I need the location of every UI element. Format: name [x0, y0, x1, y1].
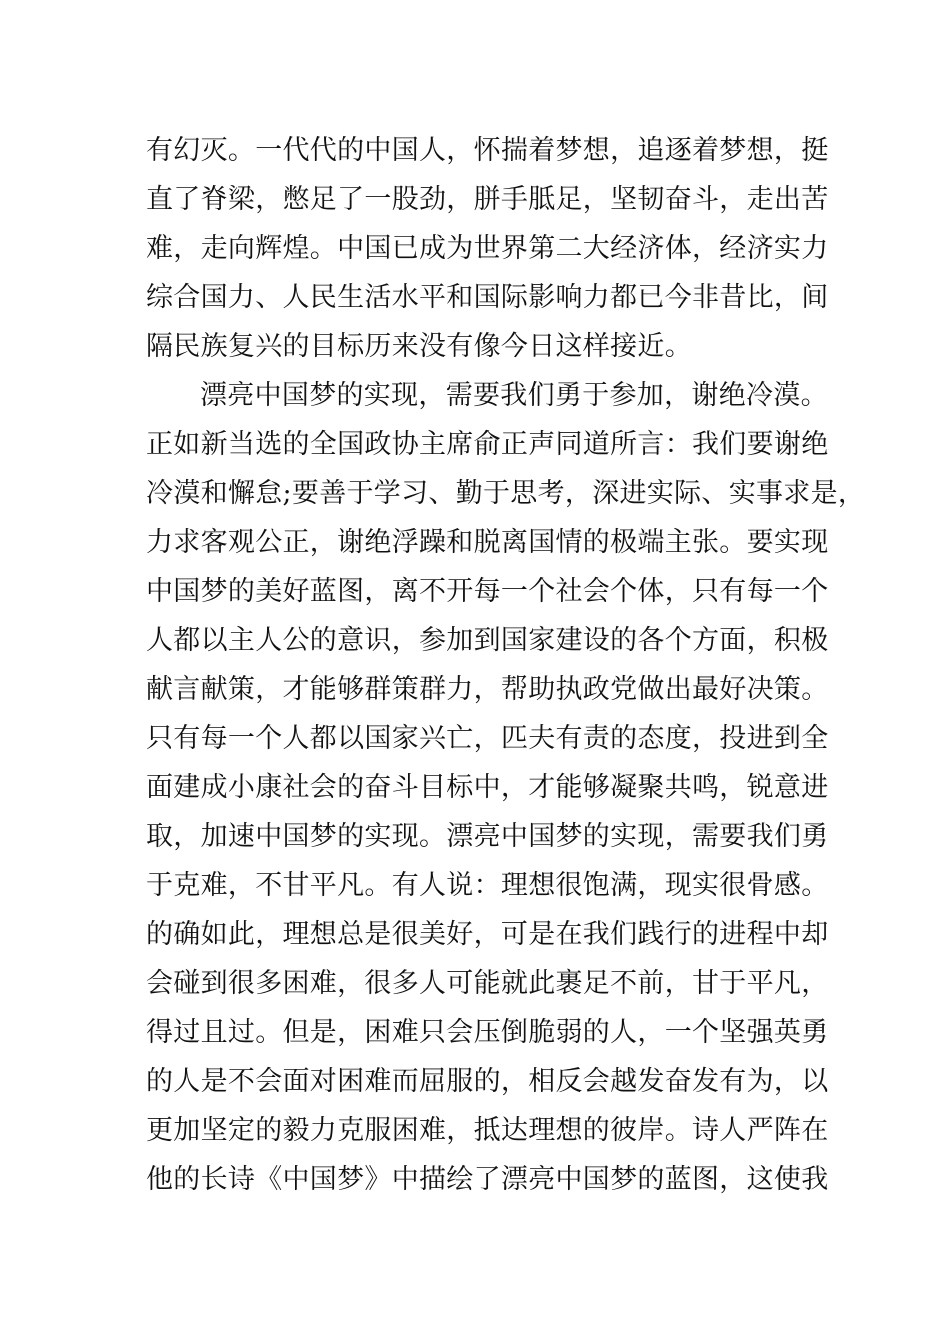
- text-line: 有幻灭。一代代的中国人，怀揣着梦想，追逐着梦想，挺: [146, 135, 829, 166]
- text-line: 隔民族复兴的目标历来没有像今日这样接近。: [146, 331, 692, 362]
- text-line: 中国梦的美好蓝图，离不开每一个社会个体，只有每一个: [146, 576, 829, 607]
- text-line: 他的长诗《中国梦》中描绘了漂亮中国梦的蓝图，这使我: [146, 1164, 829, 1195]
- text-line: 会碰到很多困难，很多人可能就此裹足不前，甘于平凡，: [146, 968, 829, 999]
- text-line: 冷漠和懈怠;要善于学习、勤于思考，深进实际、实事求是，: [146, 478, 866, 509]
- text-line: 的人是不会面对困难而屈服的，相反会越发奋发有为，以: [146, 1066, 829, 1097]
- text-line: 人都以主人公的意识，参加到国家建设的各个方面，积极: [146, 625, 829, 656]
- text-line: 力求客观公正，谢绝浮躁和脱离国情的极端主张。要实现: [146, 527, 829, 558]
- text-line: 得过且过。但是，困难只会压倒脆弱的人，一个坚强英勇: [146, 1017, 829, 1048]
- text-line: 面建成小康社会的奋斗目标中，才能够凝聚共鸣，锐意进: [146, 772, 829, 803]
- text-line: 更加坚定的毅力克服困难，抵达理想的彼岸。诗人严阵在: [146, 1115, 829, 1146]
- text-line: 正如新当选的全国政协主席俞正声同道所言：我们要谢绝: [146, 429, 829, 460]
- paragraph-first-line: 漂亮中国梦的实现，需要我们勇于参加，谢绝冷漠。: [200, 380, 828, 411]
- text-line: 综合国力、人民生活水平和国际影响力都已今非昔比，间: [146, 282, 829, 313]
- text-line: 于克难，不甘平凡。有人说：理想很饱满，现实很骨感。: [146, 870, 829, 901]
- text-line: 难，走向辉煌。中国已成为世界第二大经济体，经济实力: [146, 233, 829, 264]
- body-text: [146, 126, 866, 1204]
- text-line: 只有每一个人都以国家兴亡，匹夫有责的态度，投进到全: [146, 723, 829, 754]
- text-line: 直了脊梁，憋足了一股劲，胼手胝足，坚韧奋斗，走出苦: [146, 184, 829, 215]
- text-line: 取，加速中国梦的实现。漂亮中国梦的实现，需要我们勇: [146, 821, 829, 852]
- text-line: 献言献策，才能够群策群力，帮助执政党做出最好决策。: [146, 674, 829, 705]
- text-line: 的确如此，理想总是很美好，可是在我们践行的进程中却: [146, 919, 829, 950]
